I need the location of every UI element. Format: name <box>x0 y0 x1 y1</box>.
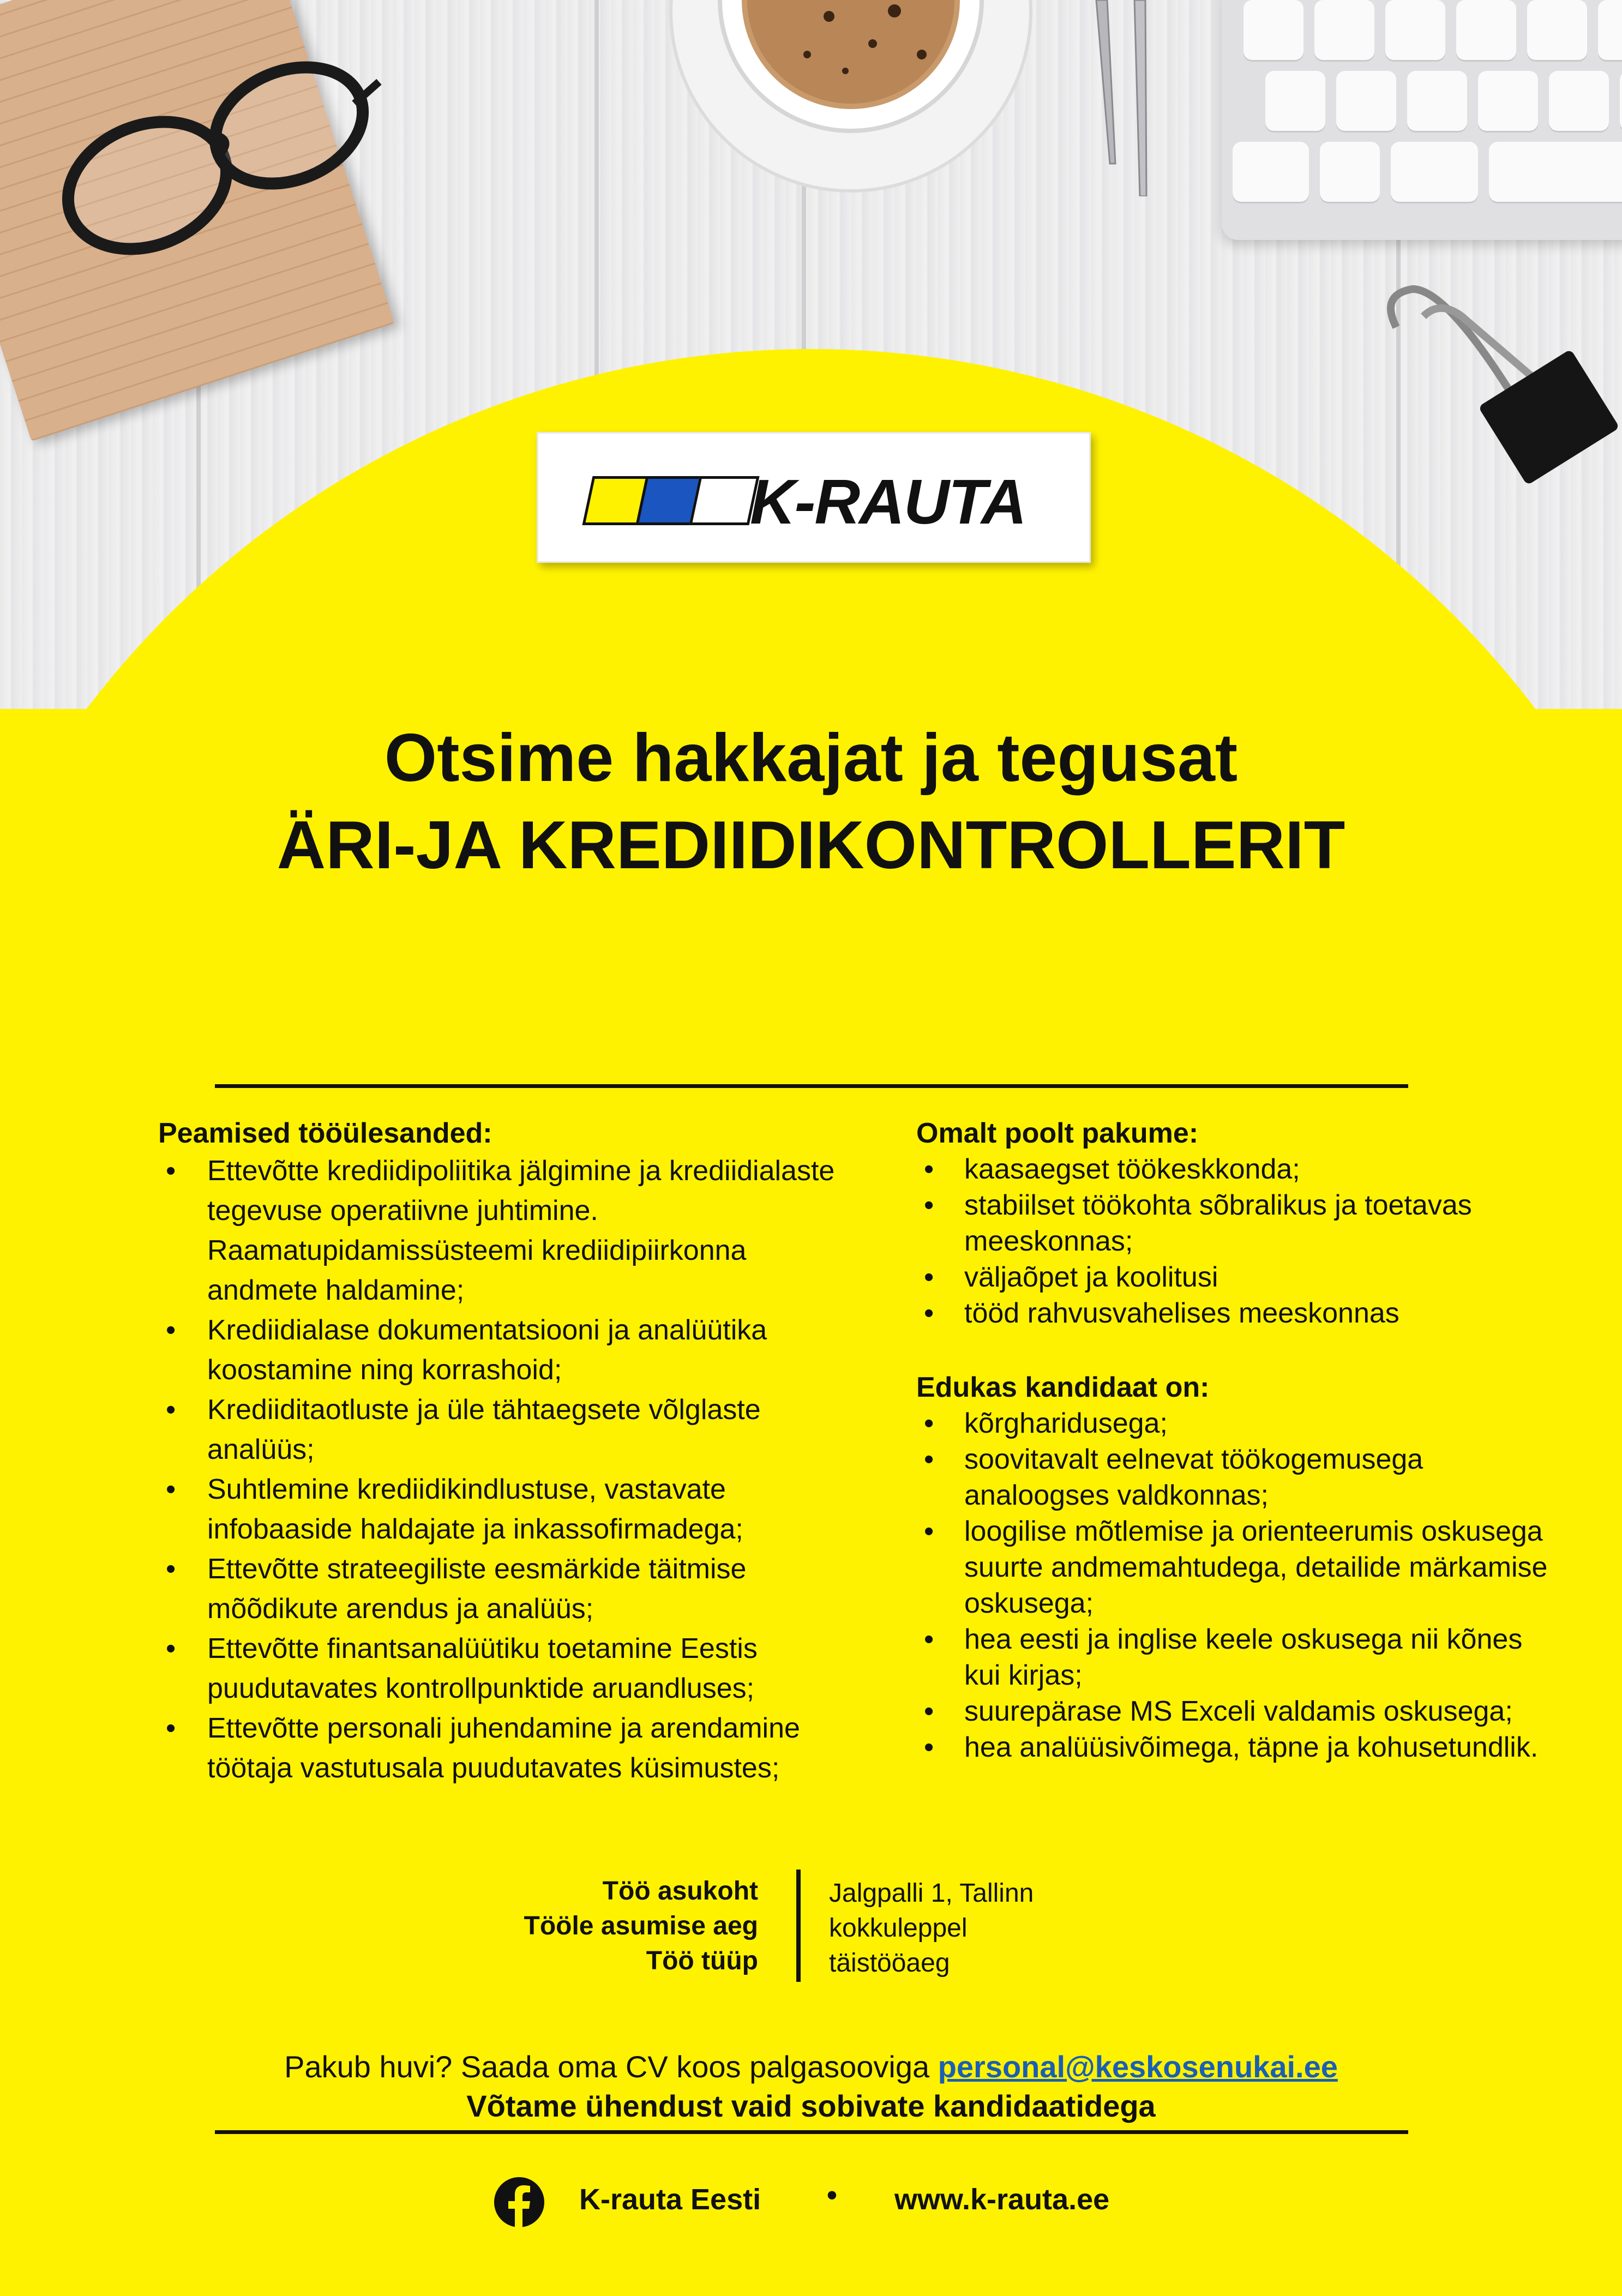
list-item: • soovitavalt eelnevat töökogemusega analoogses valdkonnas; <box>924 1444 1423 1511</box>
offer-list <box>916 1151 1560 1331</box>
list-item: • Ettevõtte krediidipoliitika jälgimine ja krediidialaste tegevuse operatiivne juhtimine. Raamatupidamissüsteemi krediidipiirkonna andmete haldamine; <box>166 1155 835 1306</box>
list-item: • suurepärase MS Exceli valdamis oskusega; <box>924 1696 1513 1727</box>
keyboard-image <box>1222 0 1622 240</box>
list-item: • kõrgharidusega; <box>924 1408 1168 1439</box>
call-to-action <box>0 2047 1622 2087</box>
candidate-list <box>916 1405 1560 1765</box>
headline-line-1: Otsime hakkajat ja tegusat <box>384 720 1238 796</box>
job-headline <box>0 714 1622 889</box>
logo-text: K-RAUTA <box>750 466 1026 537</box>
cta-note: Võtame ühendust vaid sobivate kandidaatidega <box>466 2089 1156 2123</box>
type-value: täistööaeg <box>829 1949 950 1978</box>
location-label: Töö asukoht <box>602 1877 758 1906</box>
eyeglasses-image <box>44 60 382 256</box>
facebook-icon[interactable] <box>493 2176 545 2228</box>
candidate-title: Edukas kandidaat on: <box>916 1372 1210 1403</box>
footer <box>0 2176 1622 2236</box>
pens-image <box>1085 0 1173 196</box>
list-item: • Ettevõtte finantsanalüütiku toetamine Eestis puudutavates kontrollpunktide aruandluses; <box>166 1633 758 1704</box>
binder-clip-image <box>1374 284 1622 502</box>
list-item: • stabiilset töökohta sõbralikus ja toetavas meeskonnas; <box>924 1189 1472 1257</box>
details-divider <box>796 1870 801 1982</box>
list-item: • kaasaegset töökeskkonda; <box>924 1153 1300 1185</box>
list-item: • Ettevõtte personali juhendamine ja arendamine töötaja vastutusala puudutavates küsimustes; <box>166 1712 800 1784</box>
cta-text: Pakub huvi? Saada oma CV koos palgasooviga <box>284 2049 930 2084</box>
list-item: • loogilise mõtlemise ja orienteerumis oskusega suurte andmemahtudega, detailide märkamise oskusega; <box>924 1516 1548 1619</box>
job-details-values <box>829 1876 1034 1981</box>
website-link[interactable]: www.k-rauta.ee <box>894 2183 1110 2216</box>
duties-title: Peamised tööülesanded: <box>158 1117 492 1149</box>
footer-separator: • <box>827 2179 837 2211</box>
email-link[interactable]: personal@keskosenukai.ee <box>938 2049 1338 2084</box>
offer-title: Omalt poolt pakume: <box>916 1117 1199 1149</box>
k-rauta-logo <box>537 432 1091 563</box>
start-value: kokkuleppel <box>829 1914 968 1943</box>
headline-line-2: ÄRI-JA KREDIIDIKONTROLLERIT <box>277 808 1345 883</box>
coffee-cup-image <box>644 0 1058 196</box>
list-item: • hea analüüsivõimega, täpne ja kohusetundlik. <box>924 1732 1539 1763</box>
duties-section <box>158 1115 856 1788</box>
list-item: • Krediidialase dokumentatsiooni ja analüütika koostamine ning korrashoid; <box>166 1314 767 1386</box>
divider-bottom <box>215 2130 1408 2134</box>
list-item: • väljaõpet ja koolitusi <box>924 1261 1218 1293</box>
type-label: Töö tüüp <box>646 1946 758 1975</box>
job-details-labels <box>425 1874 758 1979</box>
facebook-label[interactable]: K-rauta Eesti <box>579 2183 761 2216</box>
divider-top <box>215 1084 1408 1088</box>
list-item: • hea eesti ja inglise keele oskusega nii kõnes kui kirjas; <box>924 1624 1523 1691</box>
list-item: • tööd rahvusvahelises meeskonnas <box>924 1297 1399 1329</box>
start-label: Tööle asumise aeg <box>524 1912 758 1940</box>
offer-and-requirements <box>916 1115 1560 1765</box>
list-item: • Suhtlemine krediidikindlustuse, vastavate infobaaside haldajate ja inkassofirmadega; <box>166 1474 743 1545</box>
list-item: • Ettevõtte strateegiliste eesmärkide täitmise mõõdikute arendus ja analüüs; <box>166 1553 747 1625</box>
list-item: • Krediiditaotluste ja üle tähtaegsete võlglaste analüüs; <box>166 1394 761 1465</box>
location-value: Jalgpalli 1, Tallinn <box>829 1879 1034 1908</box>
logo-square-white <box>689 476 759 525</box>
